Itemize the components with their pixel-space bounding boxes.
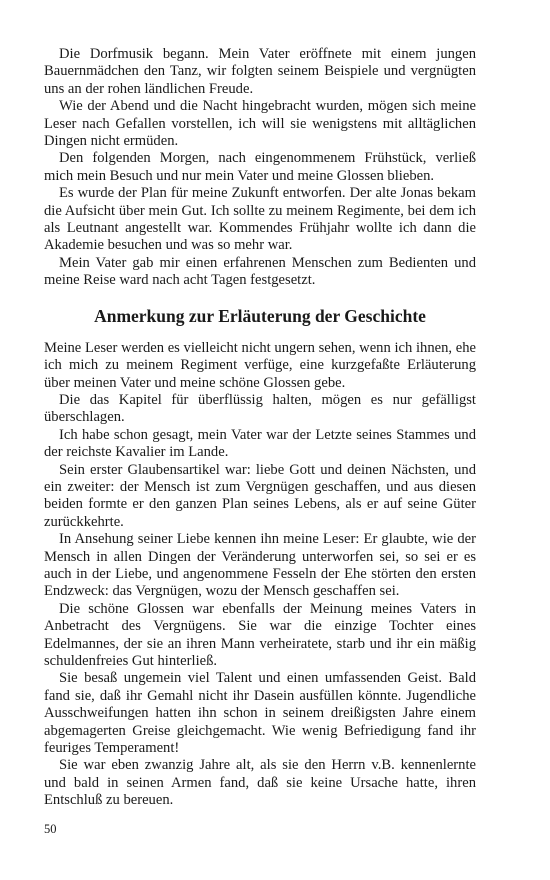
section-annotation <box>44 340 476 810</box>
paragraph: Sie besaß ungemein viel Talent und einen umfassenden Geist. Bald fand sie, daß ihr Gemahl nicht ihr Dasein ausfüllen könnte. Jugendliche Ausschweifungen hatten ihn schon in seinem dreißigsten Jahre einem abgemagerten Greise gleichgemacht. Wie wenig Befriedigung fand ihr feuriges Temperament! <box>44 670 476 757</box>
section-narrative <box>44 46 476 290</box>
paragraph: Mein Vater gab mir einen erfahrenen Menschen zum Bedienten und meine Reise ward nach acht Tagen festgesetzt. <box>44 254 476 289</box>
paragraph: Sein erster Glaubensartikel war: liebe Gott und deinen Nächsten, und ein zweiter: der Mensch ist zum Vergnügen geschaffen, und aus diesen beiden formte er den ganzen Plan seines Lebens, als er auf seine Güter zurückkehrte. <box>44 461 476 530</box>
paragraph: Wie der Abend und die Nacht hingebracht wurden, mögen sich meine Leser nach Gefallen vorstellen, ich will sie wenigstens mit alltäglichen Dingen nicht ermüden. <box>44 98 476 150</box>
book-page <box>44 46 476 810</box>
paragraph: Die schöne Glossen war ebenfalls der Meinung meines Vaters in Anbetracht des Vergnügens. Sie war die einzige Tochter eines Edelmannes, der sie an ihren Mann verheiratete, starb und ihr ein mäßig schuldenfreies Gut hinterließ. <box>44 600 476 669</box>
paragraph: Die das Kapitel für überflüssig halten, mögen es nur gefälligst überschlagen. <box>44 391 476 426</box>
page-number: 50 <box>44 822 57 836</box>
paragraph: In Ansehung seiner Liebe kennen ihn meine Leser: Er glaubte, wie der Mensch in allen Dingen der Veränderung unterworfen sei, so sei er es auch in der Liebe, und angenommene Fesseln der Ehe störten den ersten Endzweck: das Vergnügen, wozu der Mensch geschaffen sei. <box>44 531 476 600</box>
section-heading: Anmerkung zur Erläuterung der Geschichte <box>94 305 426 326</box>
paragraph: Sie war eben zwanzig Jahre alt, als sie den Herrn v.B. kennenlernte und bald in seinen Armen fand, daß sie keine Ursache hatte, ihren Entschluß zu bereuen. <box>44 757 476 809</box>
paragraph: Es wurde der Plan für meine Zukunft entworfen. Der alte Jonas bekam die Aufsicht über mein Gut. Ich sollte zu meinem Regimente, bei dem ich als Leutnant angestellt war. Kommendes Frühjahr wollte ich dann die Akademie besuchen und was so mehr war. <box>44 185 476 254</box>
paragraph: Den folgenden Morgen, nach eingenommenem Frühstück, verließ mich mein Besuch und nur mein Vater und meine Glossen blieben. <box>44 150 476 184</box>
paragraph: Die Dorfmusik begann. Mein Vater eröffnete mit einem jungen Bauernmädchen den Tanz, wir folgten seinem Beispiele und vergnügten uns an der rohen ländlichen Freude. <box>44 46 476 97</box>
paragraph: Meine Leser werden es vielleicht nicht ungern sehen, wenn ich ihnen, ehe ich mich zu meinem Regiment verfüge, eine kurzgefaßte Erläuterung über meinen Vater und meine schöne Glossen gebe. <box>44 339 476 391</box>
paragraph: Ich habe schon gesagt, mein Vater war der Letzte seines Stammes und der reichste Kavalier im Lande. <box>44 426 476 461</box>
